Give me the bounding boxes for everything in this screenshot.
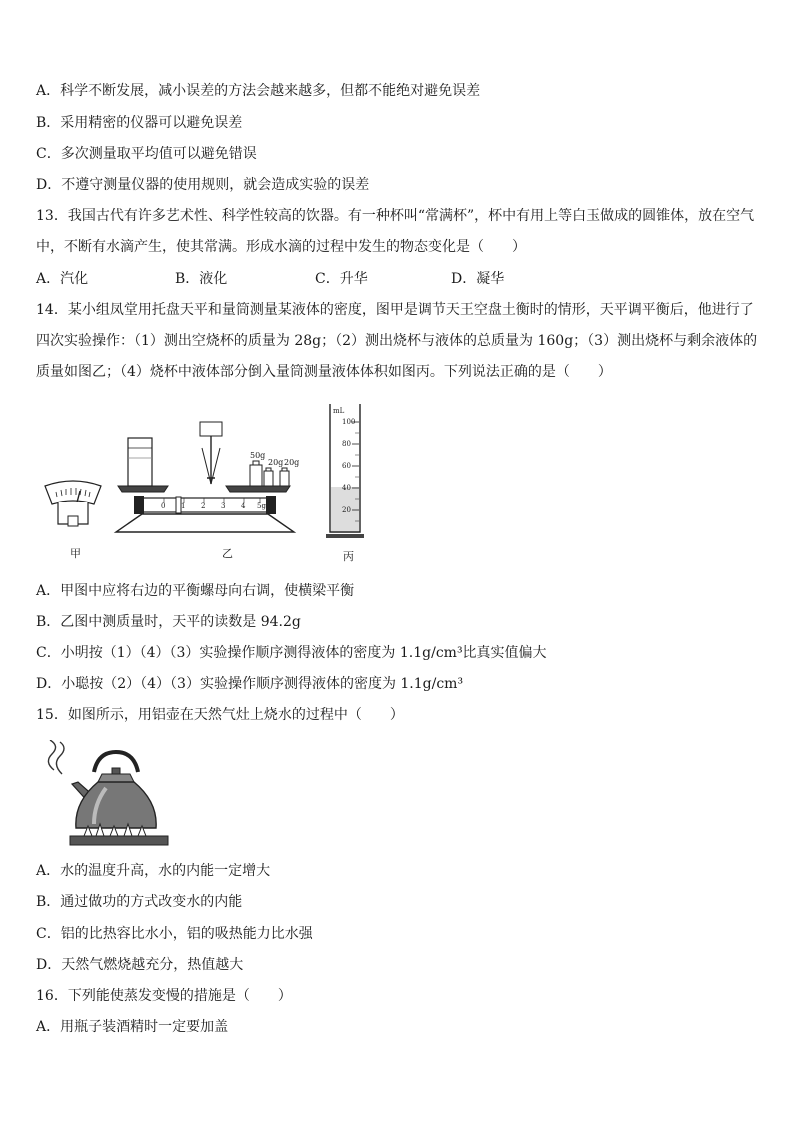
beam-tick-3: 3	[221, 502, 226, 510]
q14-option-c: C．小明按（1）（4）（3）实验操作顺序测得液体的密度为 1.1g/cm³比真实值偏大	[36, 645, 547, 661]
cylinder-tick-20: 20	[342, 506, 351, 514]
q14-stem-line2: 四次实验操作：（1）测出空烧杯的质量为 28g；（2）测出烧杯与液体的总质量为 160g；（3）测出烧杯与剩余液体的	[36, 333, 758, 349]
weight-label-20g-1: 20g	[268, 458, 284, 467]
q15-option-b: B．通过做功的方式改变水的内能	[36, 894, 243, 910]
caption-jia: 甲	[70, 547, 81, 560]
q13-option-b: B．液化	[175, 271, 228, 287]
q13-option-c: C．升华	[315, 271, 368, 287]
q14-option-a: A．甲图中应将右边的平衡螺母向右调，使横梁平衡	[36, 583, 355, 599]
q12-option-d: D．不遵守测量仪器的使用规则，就会造成实验的误差	[36, 177, 370, 193]
q16-option-a: A．用瓶子装酒精时一定要加盖	[36, 1019, 229, 1035]
beam-tick-5g: 5g	[257, 502, 266, 510]
q12-option-a: A．科学不断发展，减小误差的方法会越来越多，但都不能绝对避免误差	[36, 83, 481, 99]
q14-option-d: D．小聪按（2）（4）（3）实验操作顺序测得液体的密度为 1.1g/cm³	[36, 676, 464, 692]
cylinder-tick-100: 100	[342, 418, 356, 426]
cylinder-tick-60: 60	[342, 462, 351, 470]
q14-option-b: B．乙图中测质量时，天平的读数是 94.2g	[36, 614, 301, 630]
q12-option-c: C．多次测量取平均值可以避免错误	[36, 146, 257, 162]
kettle-on-stove-figure	[40, 740, 172, 848]
q13-option-a: A．汽化	[36, 271, 89, 287]
beam-tick-4: 4	[241, 502, 246, 510]
cylinder-tick-40: 40	[342, 484, 351, 492]
caption-yi: 乙	[222, 547, 233, 560]
q15-stem: 15．如图所示，用铝壶在天然气灶上烧水的过程中（ ）	[36, 707, 404, 723]
beam-tick-1: 1	[181, 502, 186, 510]
q16-stem: 16．下列能使蒸发变慢的措施是（ ）	[36, 988, 292, 1004]
beam-tick-2: 2	[201, 502, 206, 510]
weight-label-50g: 50g	[250, 451, 266, 460]
q15-option-c: C．铝的比热容比水小，铝的吸热能力比水强	[36, 926, 313, 942]
cylinder-tick-80: 80	[342, 440, 351, 448]
caption-bing: 丙	[343, 550, 354, 563]
q14-stem-line1: 14．某小组凤堂用托盘天平和量筒测量某液体的密度，图甲是调节天王空盘土衡时的情形，天平调平衡后，他进行了	[36, 302, 754, 318]
q15-option-a: A．水的温度升高，水的内能一定增大	[36, 863, 271, 879]
beam-tick-0: 0	[161, 502, 166, 510]
q12-option-b: B．采用精密的仪器可以避免误差	[36, 115, 243, 131]
balance-figure	[112, 418, 308, 536]
balance-pointer-figure	[42, 478, 104, 530]
q13-option-d: D．凝华	[451, 271, 505, 287]
weight-label-20g-2: 20g	[284, 458, 300, 467]
q15-option-d: D．天然气燃烧越充分，热值越大	[36, 957, 244, 973]
q13-stem-line2: 中，不断有水滴产生，使其常满。形成水滴的过程中发生的物态变化是（ ）	[36, 239, 526, 255]
q14-stem-line3: 质量如图乙；（4）烧杯中液体部分倒入量筒测量液体体积如图丙。下列说法正确的是（ ）	[36, 364, 612, 380]
q13-stem-line1: 13．我国古代有许多艺术性、科学性较高的饮器。有一种杯叫“常满杯”，杯中有用上等白玉做成的圆锥体，放在空气	[36, 208, 755, 224]
cylinder-unit: mL	[333, 407, 345, 415]
